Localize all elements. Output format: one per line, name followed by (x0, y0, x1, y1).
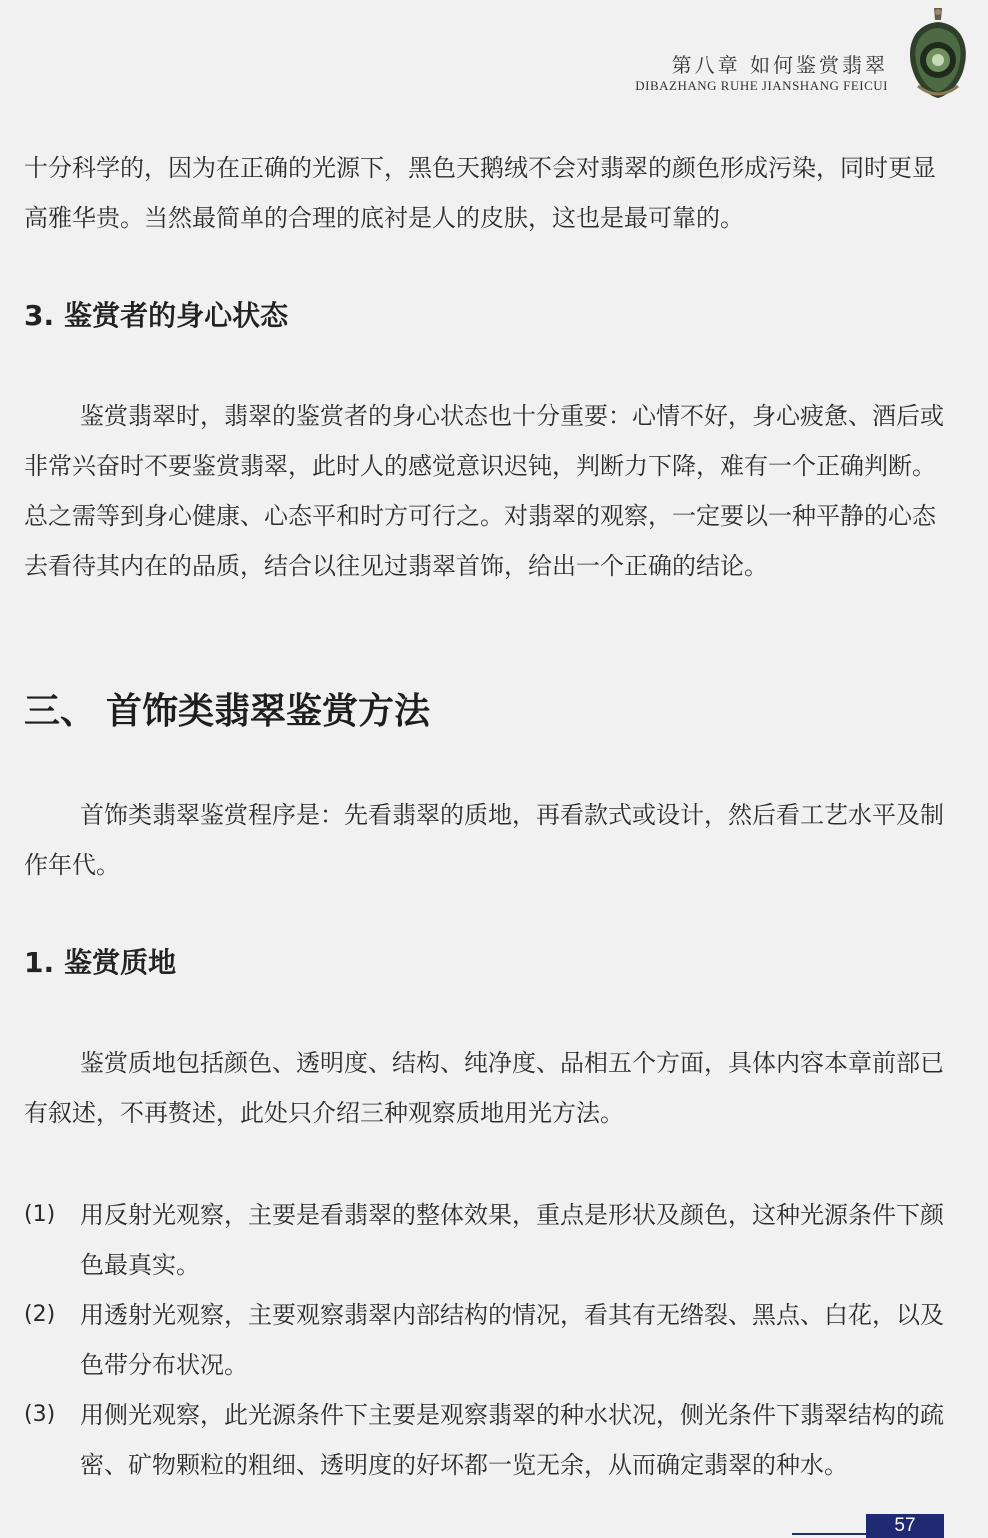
subsection-heading-1 (24, 943, 176, 983)
jade-pendant-icon (904, 6, 972, 102)
section-heading-3 (24, 296, 288, 336)
list-item (24, 1390, 944, 1490)
section-heading-3-text: 鉴赏者的身心状态 (64, 299, 289, 332)
chapter-title-pinyin: DIBAZHANG RUHE JIANSHANG FEICUI (635, 78, 888, 93)
list-item (24, 1290, 944, 1390)
paragraph-texture: 鉴赏质地包括颜色、透明度、结构、纯净度、品相五个方面，具体内容本章前部已有叙述，不再赘述，此处只介绍三种观察质地用光方法。 (24, 1049, 944, 1127)
page-number-rule (792, 1533, 866, 1535)
list-item-text: 用侧光观察，此光源条件下主要是观察翡翠的种水状况，侧光条件下翡翠结构的疏密、矿物颗粒的粗细、透明度的好坏都一览无余，从而确定翡翠的种水。 (80, 1401, 944, 1479)
list-item (24, 1190, 944, 1290)
chapter-title: 第八章 如何鉴赏翡翠 (671, 53, 888, 77)
page-number: 57 (866, 1514, 944, 1538)
paragraph-mental-state: 鉴赏翡翠时，翡翠的鉴赏者的身心状态也十分重要：心情不好，身心疲惫、酒后或非常兴奋时不要鉴赏翡翠，此时人的感觉意识迟钝，判断力下降，难有一个正确判断。总之需等到身心健康、心态平和时方可行之。对翡翠的观察，一定要以一种平静的心态去看待其内在的品质，结合以往见过翡翠首饰，给出一个正确的结论。 (24, 402, 944, 580)
paragraph-procedure: 首饰类翡翠鉴赏程序是：先看翡翠的质地，再看款式或设计，然后看工艺水平及制作年代。 (24, 801, 944, 879)
list-item-text: 用反射光观察，主要是看翡翠的整体效果，重点是形状及颜色，这种光源条件下颜色最真实。 (80, 1201, 944, 1279)
list-item-number: (2) (24, 1302, 56, 1327)
section-heading-3-number: 3. (24, 299, 55, 332)
part-heading-3-number: 三、 (24, 691, 97, 732)
list-item-number: (1) (24, 1202, 56, 1227)
part-heading-3 (24, 687, 430, 737)
part-heading-3-text: 首饰类翡翠鉴赏方法 (106, 691, 431, 732)
subsection-heading-1-number: 1. (24, 946, 55, 979)
list-item-text: 用透射光观察，主要观察翡翠内部结构的情况，看其有无绺裂、黑点、白花，以及色带分布状况。 (80, 1301, 944, 1379)
list-item-number: (3) (24, 1402, 56, 1427)
subsection-heading-1-text: 鉴赏质地 (64, 946, 177, 979)
running-header (635, 52, 888, 94)
paragraph-continued: 十分科学的，因为在正确的光源下，黑色天鹅绒不会对翡翠的颜色形成污染，同时更显高雅华贵。当然最简单的合理的底衬是人的皮肤，这也是最可靠的。 (24, 154, 936, 232)
